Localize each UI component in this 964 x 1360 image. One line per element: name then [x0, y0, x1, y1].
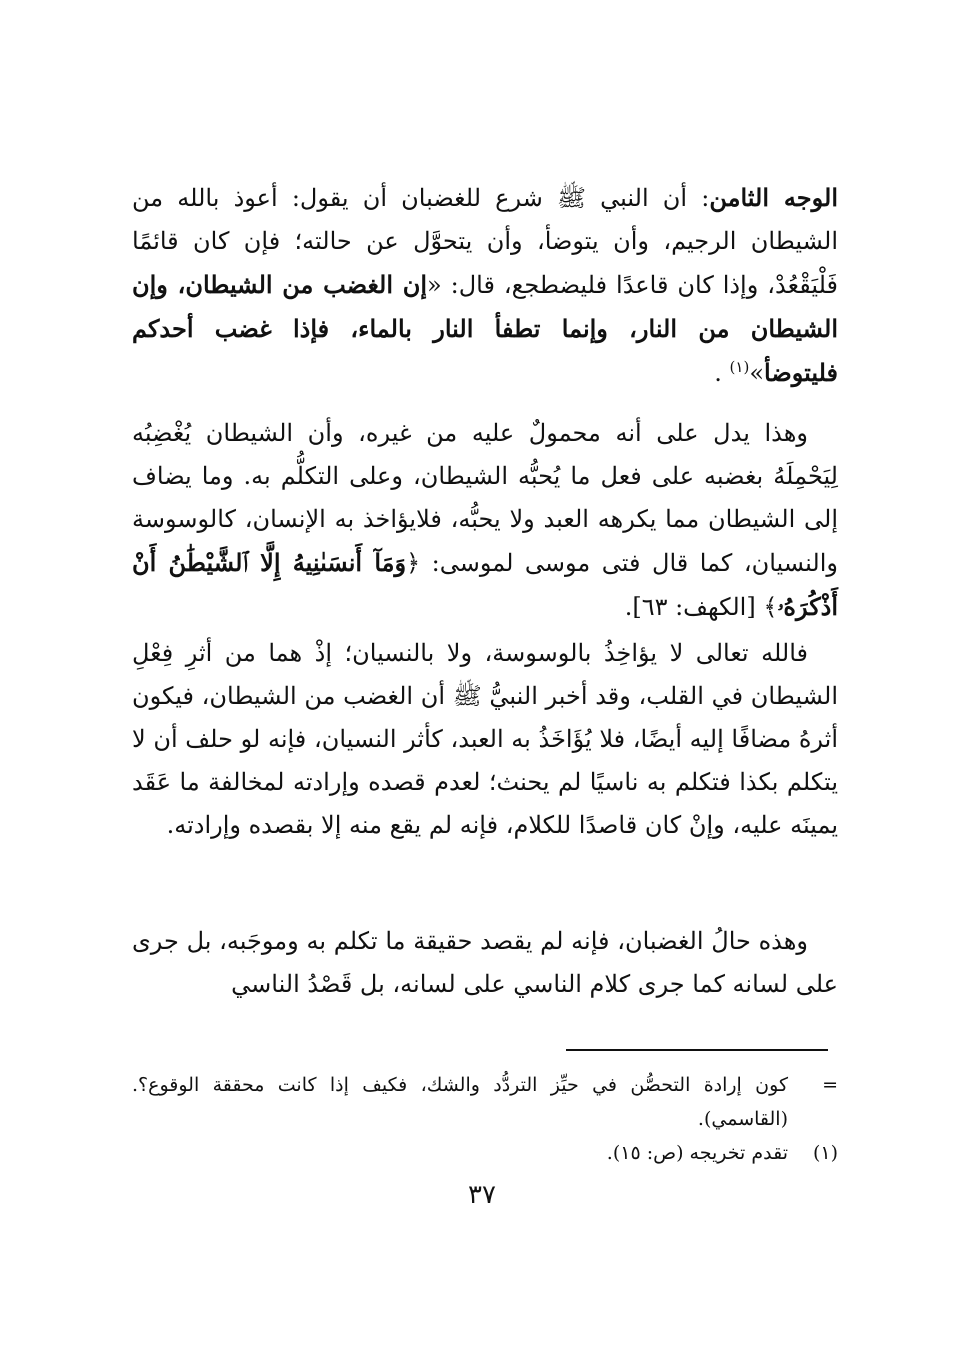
page-number: ٣٧: [468, 1180, 496, 1210]
paragraph-text: وهذه حالُ الغضبان، فإنه لم يقصد حقيقة ما تكلم به وموجَبه، بل جرى على لسانه كما جرى كلام الناسي على لسانه، بل قَصْدُ الناسي: [132, 927, 838, 998]
footnote-divider: [566, 1049, 828, 1051]
quran-verse: وَمَآ أَنسَىٰنِيهُ إِلَّا ٱلشَّيْطَٰنُ أَنْ أَذْكُرَهُۥ: [132, 548, 838, 621]
footnote-text: كون إرادة التحصُّن في حيِّز التردُّد والشك، فكيف إذا كانت محققة الوقوع؟. (القاسمي).: [132, 1074, 788, 1130]
paragraph-end: .: [714, 359, 730, 387]
paragraph-angry-state: [132, 920, 838, 1006]
paragraph-forgetfulness: [132, 632, 838, 847]
footnote-reference[interactable]: (١): [729, 358, 750, 376]
footnote-marker: (١): [812, 1142, 838, 1164]
footnote-item: [132, 1136, 838, 1170]
section-heading: الوجه الثامن: [709, 183, 838, 212]
quran-citation: [الكهف: ٦٣].: [624, 593, 764, 621]
paragraph-satan-influence: [132, 412, 838, 629]
paragraph-text: فالله تعالى لا يؤاخِذُ بالوسوسة، ولا بالنسيان؛ إذْ هما من أثرِ فِعْلِ الشيطان في القلب، وقد أخبر النبيُّ ﷺ أن الغضب من الشيطان، فيكون أثرهُ مضافًا إليه أيضًا، فلا يُؤَاخَذُ به العبد، كأثر النسيان، فإنه لو حلف أن لا يتكلم بكذا فتكلم به ناسيًا لم يحنث؛ لعدم قصده وإرادته لمخالفة ما عَقَد يمينَه عليه، وإنْ كان قاصدًا للكلام، فإنه لم يقع منه إلا بقصده وإرادته.: [132, 639, 838, 839]
hadith-quote: إن الغضب من الشيطان، وإن الشيطان من النار، وإنما تطفأ النار بالماء، فإذا غضب أحدكم فليتوضأ: [132, 270, 838, 387]
paragraph-eighth-aspect: [132, 176, 838, 395]
paragraph-text: وهذا يدل على أنه محمولٌ عليه من غيره، وأن الشيطان يُغْضِبُه لِيَحْمِلَهُ بغضبه على فعل ما يُحبُّه الشيطان، وعلى التكلُّم به. وما يضاف إلى الشيطان مما يكرهه العبد ولا يحبُّه، فلايؤاخذ به الإنسان، كالوسوسة والنسيان، كما قال فتى موسى لموسى:: [132, 419, 838, 577]
footnote-item: [132, 1068, 838, 1136]
footnotes-section: [132, 1068, 838, 1170]
quran-open-bracket: ﴿: [406, 549, 421, 577]
footnote-text: تقدم تخريجه (ص: ١٥).: [606, 1142, 788, 1164]
quote-close-mark: »: [749, 359, 764, 387]
quran-close-bracket: ﴾: [763, 593, 778, 621]
paragraph-intro-text: : أن النبي ﷺ شرع للغضبان أن يقول: أعوذ بالله من الشيطان الرجيم، وأن يتوضأ، وأن يتحوَّل عن حالته؛ فإن كان قائمًا فَلْيَقْعُدْ، وإذا كان قاعدًا فليضطجع، قال: «: [132, 184, 838, 299]
footnote-marker: =: [822, 1074, 838, 1096]
